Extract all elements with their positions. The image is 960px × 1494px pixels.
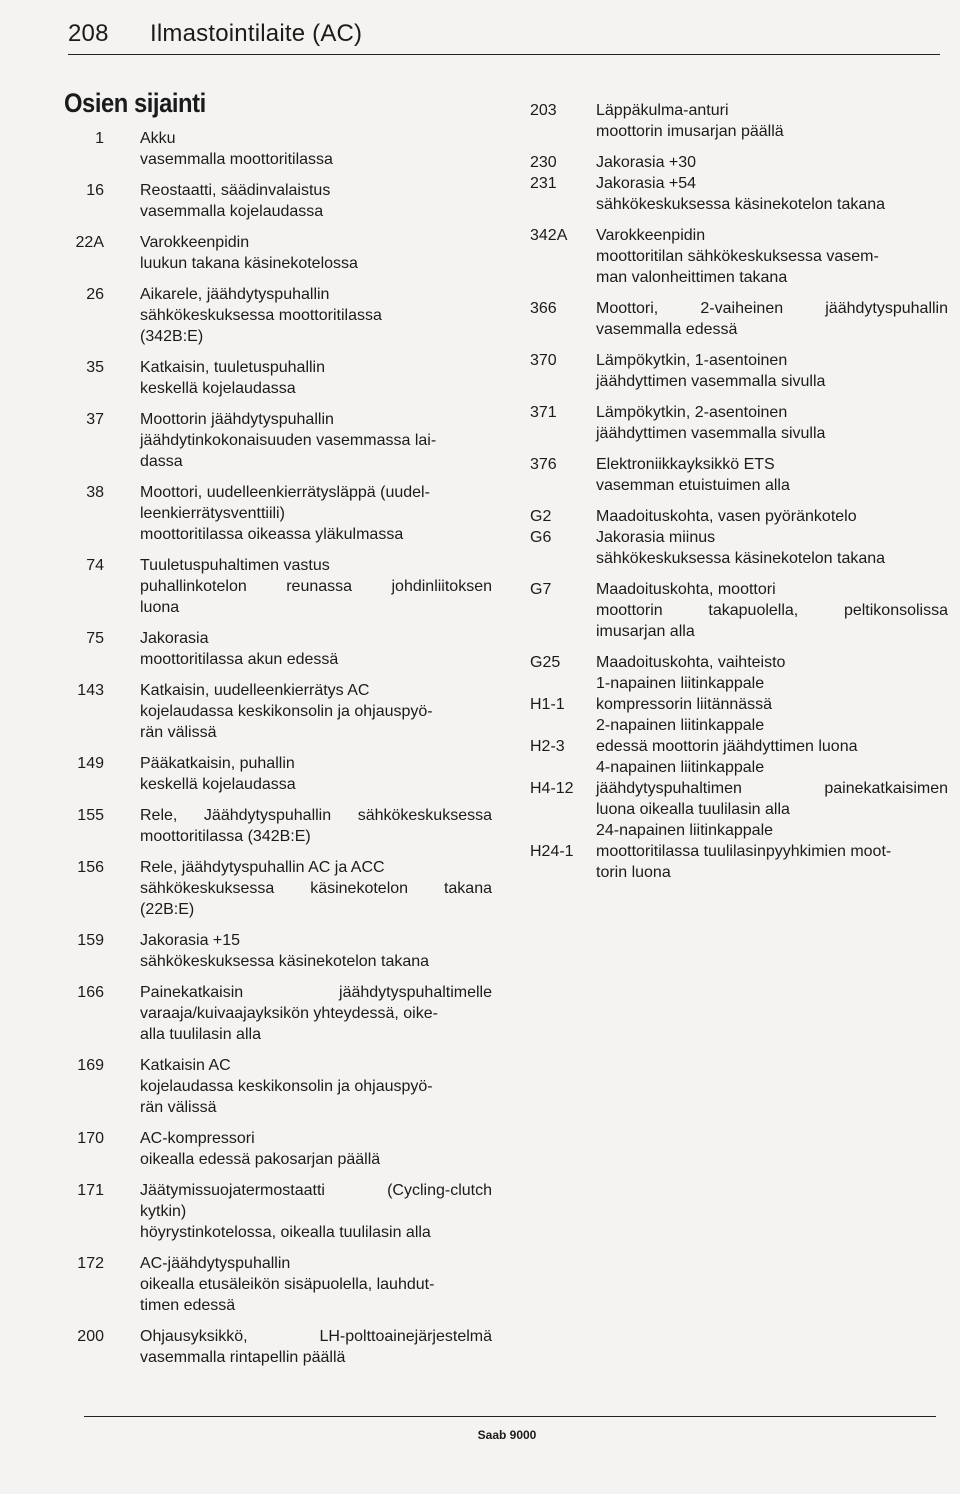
component-description bbox=[596, 652, 948, 673]
component-code: 22A bbox=[75, 234, 104, 251]
page-title: Ilmastointilaite (AC) bbox=[150, 20, 363, 47]
component-description bbox=[596, 527, 948, 569]
component-description bbox=[140, 409, 492, 472]
description-line: moottorin takapuolella, peltikonsolissa bbox=[596, 602, 948, 619]
description-line: keskellä kojelaudassa bbox=[140, 380, 296, 397]
description-line: Pääkatkaisin, puhallin bbox=[140, 755, 295, 772]
description-line: Moottori, 2-vaiheinen jäähdytyspuhallin bbox=[596, 300, 948, 317]
description-line: Akku bbox=[140, 130, 176, 147]
component-code: 35 bbox=[86, 359, 104, 376]
component-description bbox=[140, 930, 492, 972]
description-line: Maadoituskohta, moottori bbox=[596, 581, 776, 598]
component-entry bbox=[60, 482, 492, 545]
component-entry bbox=[60, 409, 492, 472]
component-description bbox=[596, 715, 948, 757]
component-entry bbox=[60, 753, 492, 795]
component-code: 1 bbox=[95, 130, 104, 147]
component-code: 376 bbox=[530, 456, 557, 473]
description-line: Tuuletuspuhaltimen vastus bbox=[140, 557, 330, 574]
component-entry bbox=[520, 402, 950, 444]
description-line: sähkökeskuksessa käsinekotelon takana bbox=[596, 550, 886, 567]
component-description bbox=[140, 1326, 492, 1368]
description-line: höyrystinkotelossa, oikealla tuulilasin alla bbox=[140, 1224, 431, 1241]
component-entry bbox=[60, 357, 492, 399]
component-code: H24-1 bbox=[530, 843, 574, 860]
description-line: AC-jäähdytyspuhallin bbox=[140, 1255, 291, 1272]
description-line: Rele, jäähdytyspuhallin AC ja ACC bbox=[140, 859, 385, 876]
component-entry bbox=[60, 180, 492, 222]
description-line: kojelaudassa keskikonsolin ja ohjauspyö- bbox=[140, 703, 433, 720]
description-line: sähkökeskuksessa käsinekotelon takana bbox=[596, 196, 886, 213]
component-code: G25 bbox=[530, 654, 561, 671]
description-line: Lämpökytkin, 2-asentoinen bbox=[596, 404, 788, 421]
component-code: 155 bbox=[77, 807, 104, 824]
description-line: Katkaisin AC bbox=[140, 1057, 231, 1074]
component-code: G6 bbox=[530, 529, 552, 546]
description-line: Jakorasia +54 bbox=[596, 175, 697, 192]
component-description bbox=[140, 1128, 492, 1170]
component-entry bbox=[60, 1128, 492, 1170]
description-line: (22B:E) bbox=[140, 901, 195, 918]
description-line: luona oikealla tuulilasin alla bbox=[596, 801, 790, 818]
component-description bbox=[596, 820, 948, 883]
component-code: 171 bbox=[77, 1182, 104, 1199]
component-description bbox=[596, 506, 948, 527]
component-description bbox=[140, 232, 492, 274]
component-description bbox=[140, 680, 492, 743]
description-line: jäähdytinkokonaisuuden vasemmassa lai- bbox=[140, 432, 437, 449]
description-line: vasemmalla moottoritilassa bbox=[140, 151, 333, 168]
description-line: puhallinkotelon reunassa johdinliitoksen bbox=[140, 578, 492, 595]
description-line: moottoritilassa akun edessä bbox=[140, 651, 339, 668]
description-line: oikealla edessä pakosarjan päällä bbox=[140, 1151, 381, 1168]
description-line: Moottori, uudelleenkierrätysläppä (uudel- bbox=[140, 484, 430, 501]
section-title: Osien sijainti bbox=[64, 88, 206, 118]
page-header bbox=[68, 16, 940, 55]
component-entry bbox=[520, 673, 950, 715]
component-description bbox=[140, 1253, 492, 1316]
component-code: 231 bbox=[530, 175, 557, 192]
component-entry bbox=[520, 152, 950, 173]
description-line: kompressorin liitännässä bbox=[596, 696, 773, 713]
description-line: Lämpökytkin, 1-asentoinen bbox=[596, 352, 788, 369]
component-entry bbox=[60, 1055, 492, 1118]
description-line: jäähdyttimen vasemmalla sivulla bbox=[596, 425, 826, 442]
description-line: moottoritilassa tuulilasinpyyhkimien moot- bbox=[596, 843, 892, 860]
description-line: Elektroniikkayksikkö ETS bbox=[596, 456, 775, 473]
component-description bbox=[596, 402, 948, 444]
component-code: 371 bbox=[530, 404, 557, 421]
description-line: 2-napainen liitinkappale bbox=[596, 717, 765, 734]
component-entry bbox=[520, 506, 950, 527]
component-code: 143 bbox=[77, 682, 104, 699]
description-line: Jakorasia +15 bbox=[140, 932, 241, 949]
description-line: 4-napainen liitinkappale bbox=[596, 759, 765, 776]
description-line: sähkökeskuksessa käsinekotelon takana bbox=[140, 953, 430, 970]
component-description bbox=[140, 357, 492, 399]
component-entry bbox=[520, 298, 950, 340]
description-line: man valonheittimen takana bbox=[596, 269, 788, 286]
description-line: rän välissä bbox=[140, 1099, 217, 1116]
component-code: 170 bbox=[77, 1130, 104, 1147]
component-description bbox=[596, 757, 948, 820]
component-description bbox=[140, 753, 492, 795]
component-code: 166 bbox=[77, 984, 104, 1001]
description-line: imusarjan alla bbox=[596, 623, 695, 640]
component-entry bbox=[60, 232, 492, 274]
description-line: Maadoituskohta, vaihteisto bbox=[596, 654, 786, 671]
description-line: rän välissä bbox=[140, 724, 217, 741]
description-line: Katkaisin, tuuletuspuhallin bbox=[140, 359, 326, 376]
component-entry bbox=[60, 1326, 492, 1368]
component-entry bbox=[520, 579, 950, 642]
component-code: 38 bbox=[86, 484, 104, 501]
description-line: oikealla etusäleikön sisäpuolella, lauhdut- bbox=[140, 1276, 435, 1293]
component-description bbox=[140, 284, 492, 347]
component-description bbox=[596, 152, 948, 173]
component-code: H4-12 bbox=[530, 780, 574, 797]
description-line: Jakorasia bbox=[140, 630, 209, 647]
component-code: 203 bbox=[530, 102, 557, 119]
component-entry bbox=[60, 284, 492, 347]
page-number: 208 bbox=[68, 20, 109, 47]
description-line: AC-kompressori bbox=[140, 1130, 255, 1147]
footer-rule bbox=[84, 1416, 936, 1417]
description-line: leenkierrätysventtiili) bbox=[140, 505, 285, 522]
component-entry bbox=[60, 1180, 492, 1243]
description-line: Rele, Jäähdytyspuhallin sähkökeskuksessa bbox=[140, 807, 492, 824]
component-code: 230 bbox=[530, 154, 557, 171]
description-line: Ohjausyksikkö, LH-polttoainejärjestelmä bbox=[140, 1328, 492, 1345]
component-description bbox=[140, 1055, 492, 1118]
description-line: Aikarele, jäähdytyspuhallin bbox=[140, 286, 330, 303]
component-entry bbox=[60, 628, 492, 670]
component-code: 342A bbox=[530, 227, 568, 244]
component-code: 16 bbox=[86, 182, 104, 199]
component-code: 200 bbox=[77, 1328, 104, 1345]
component-description bbox=[140, 180, 492, 222]
description-line: Jakorasia +30 bbox=[596, 154, 697, 171]
description-line: Varokkeenpidin bbox=[596, 227, 706, 244]
component-entry bbox=[520, 820, 950, 883]
description-line: moottoritilassa oikeassa yläkulmassa bbox=[140, 526, 404, 543]
component-description bbox=[596, 298, 948, 340]
component-code: 74 bbox=[86, 557, 104, 574]
component-entry bbox=[520, 100, 950, 142]
component-code: 26 bbox=[86, 286, 104, 303]
description-line: vasemmalla rintapellin päällä bbox=[140, 1349, 346, 1366]
description-line: luona bbox=[140, 599, 180, 616]
component-code: 156 bbox=[77, 859, 104, 876]
description-line: (342B:E) bbox=[140, 328, 204, 345]
component-entry bbox=[60, 930, 492, 972]
description-line: Moottorin jäähdytyspuhallin bbox=[140, 411, 334, 428]
description-line: moottoritilassa (342B:E) bbox=[140, 828, 311, 845]
component-code: H2-3 bbox=[530, 738, 565, 755]
description-line: dassa bbox=[140, 453, 183, 470]
component-description bbox=[140, 857, 492, 920]
component-description bbox=[140, 128, 492, 170]
description-line: sähkökeskuksessa käsinekotelon takana bbox=[140, 880, 492, 897]
description-line: sähkökeskuksessa moottoritilassa bbox=[140, 307, 382, 324]
description-line: timen edessä bbox=[140, 1297, 236, 1314]
right-column bbox=[520, 100, 950, 883]
component-entry bbox=[520, 652, 950, 673]
component-description bbox=[140, 805, 492, 847]
description-line: 1-napainen liitinkappale bbox=[596, 675, 765, 692]
description-line: alla tuulilasin alla bbox=[140, 1026, 261, 1043]
description-line: Jakorasia miinus bbox=[596, 529, 716, 546]
description-line: edessä moottorin jäähdyttimen luona bbox=[596, 738, 858, 755]
component-description bbox=[596, 225, 948, 288]
component-code: 159 bbox=[77, 932, 104, 949]
component-code: G7 bbox=[530, 581, 552, 598]
component-entry bbox=[60, 680, 492, 743]
left-column bbox=[60, 128, 492, 1368]
description-line: vasemmalla edessä bbox=[596, 321, 738, 338]
description-line: Katkaisin, uudelleenkierrätys AC bbox=[140, 682, 370, 699]
component-entry bbox=[520, 715, 950, 757]
description-line: kytkin) bbox=[140, 1203, 187, 1220]
description-line: jäähdyttimen vasemmalla sivulla bbox=[596, 373, 826, 390]
description-line: luukun takana käsinekotelossa bbox=[140, 255, 358, 272]
description-line: vasemman etuistuimen alla bbox=[596, 477, 790, 494]
component-entry bbox=[520, 757, 950, 820]
description-line: torin luona bbox=[596, 864, 671, 881]
description-line: Painekatkaisin jäähdytyspuhaltimelle bbox=[140, 984, 492, 1001]
component-description bbox=[140, 555, 492, 618]
description-line: moottorin imusarjan päällä bbox=[596, 123, 784, 140]
component-description bbox=[140, 628, 492, 670]
component-code: 172 bbox=[77, 1255, 104, 1272]
component-code: 37 bbox=[86, 411, 104, 428]
component-entry bbox=[520, 350, 950, 392]
component-description bbox=[596, 173, 948, 215]
component-entry bbox=[520, 173, 950, 215]
component-code: 149 bbox=[77, 755, 104, 772]
description-line: vasemmalla kojelaudassa bbox=[140, 203, 324, 220]
component-entry bbox=[520, 527, 950, 569]
component-entry bbox=[520, 225, 950, 288]
description-line: kojelaudassa keskikonsolin ja ohjauspyö- bbox=[140, 1078, 433, 1095]
description-line: varaaja/kuivaajayksikön yhteydessä, oike- bbox=[140, 1005, 438, 1022]
description-line: Varokkeenpidin bbox=[140, 234, 250, 251]
component-entry bbox=[60, 857, 492, 920]
description-line: Jäätymissuojatermostaatti (Cycling-clutch bbox=[140, 1182, 492, 1199]
description-line: jäähdytyspuhaltimen painekatkaisimen bbox=[596, 780, 948, 797]
component-entry bbox=[60, 805, 492, 847]
component-description bbox=[140, 482, 492, 545]
component-entry bbox=[60, 128, 492, 170]
footer-text: Saab 9000 bbox=[477, 1428, 537, 1442]
component-code: 75 bbox=[86, 630, 104, 647]
component-description bbox=[140, 982, 492, 1045]
component-description bbox=[596, 454, 948, 496]
description-line: moottoritilan sähkökeskuksessa vasem- bbox=[596, 248, 879, 265]
description-line: Reostaatti, säädinvalaistus bbox=[140, 182, 331, 199]
component-description bbox=[596, 350, 948, 392]
component-description bbox=[596, 673, 948, 715]
component-code: 366 bbox=[530, 300, 557, 317]
description-line: 24-napainen liitinkappale bbox=[596, 822, 774, 839]
description-line: Maadoituskohta, vasen pyöränkotelo bbox=[596, 508, 857, 525]
description-line: Läppäkulma-anturi bbox=[596, 102, 729, 119]
description-line: keskellä kojelaudassa bbox=[140, 776, 296, 793]
component-description bbox=[596, 579, 948, 642]
component-code: G2 bbox=[530, 508, 552, 525]
component-code: 370 bbox=[530, 352, 557, 369]
component-entry bbox=[520, 454, 950, 496]
component-entry bbox=[60, 555, 492, 618]
component-entry bbox=[60, 1253, 492, 1316]
component-code: H1-1 bbox=[530, 696, 565, 713]
component-description bbox=[140, 1180, 492, 1243]
component-description bbox=[596, 100, 948, 142]
component-code: 169 bbox=[77, 1057, 104, 1074]
component-entry bbox=[60, 982, 492, 1045]
